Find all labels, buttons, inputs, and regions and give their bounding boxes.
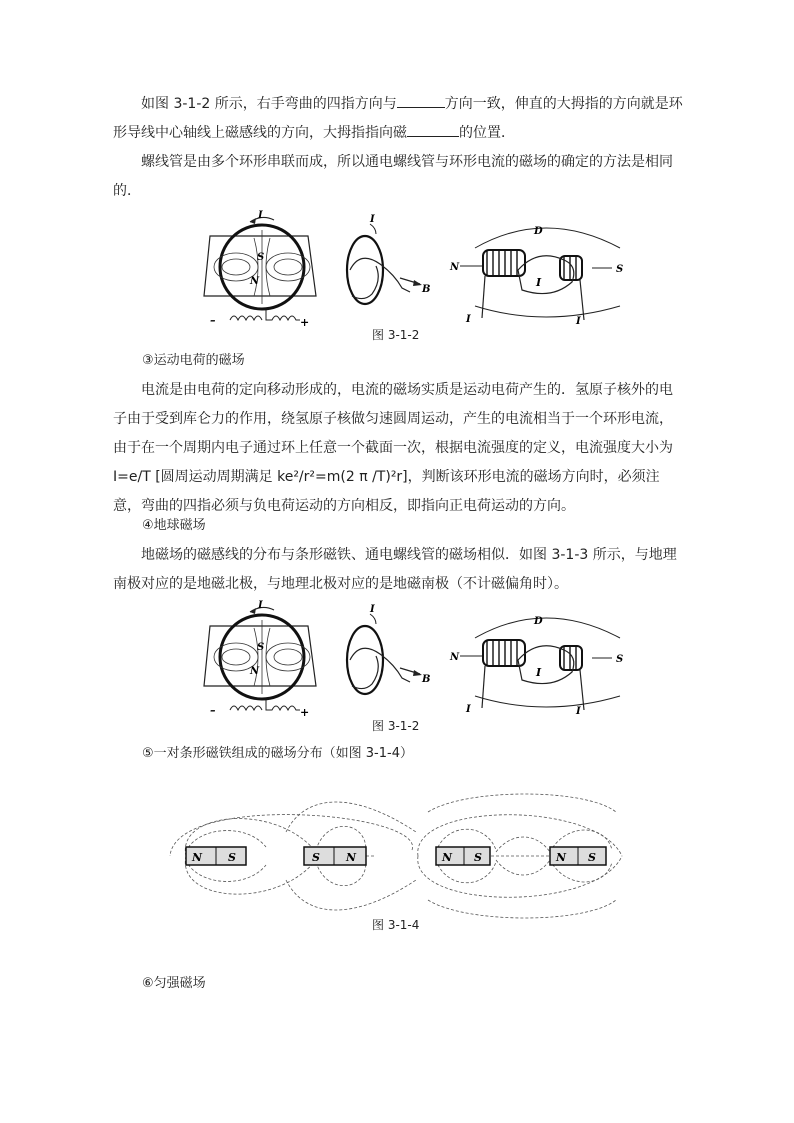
label-current-I: I	[536, 666, 542, 679]
label-current-I: I	[370, 214, 375, 225]
magnet-3-north-label: N	[442, 851, 453, 864]
ring-current-illustration	[200, 600, 630, 718]
magnet-1-north-label: N	[192, 851, 203, 864]
figure-bar-magnets	[166, 792, 628, 924]
section-heading-bar-magnets: ⑤一对条形磁铁组成的磁场分布（如图 3-1-4）	[142, 746, 413, 761]
label-north-N: N	[450, 262, 460, 273]
magnet-4-south-label: S	[588, 851, 596, 864]
label-field-B: B	[422, 674, 431, 685]
figure-caption: 图 3-1-2	[372, 719, 420, 733]
label-current-I: I	[258, 600, 263, 611]
label-D: D	[534, 226, 543, 237]
paragraph-text: 方向一致，伸直的大拇指的方向就是环形导线中心轴线上磁感线的方向，大拇指指向磁	[113, 96, 683, 141]
ring-current-illustration	[200, 210, 630, 328]
label-current-I: I	[466, 314, 471, 325]
label-south-S: S	[257, 252, 265, 263]
paragraph-text: 如图 3-1-2 所示，右手弯曲的四指方向与	[141, 96, 397, 112]
section-heading-earth-field: ④地球磁场	[142, 518, 206, 533]
figure-ring-current-1	[200, 210, 630, 332]
fill-blank-1	[397, 93, 445, 108]
magnet-1-south-label: S	[228, 851, 236, 864]
figure-ring-current-2	[200, 600, 630, 722]
bar-magnet-field-illustration	[166, 792, 628, 920]
label-minus: –	[210, 704, 216, 717]
label-north-N: N	[250, 666, 260, 677]
label-south-S: S	[616, 654, 624, 665]
label-plus: +	[300, 316, 310, 328]
paragraph-text: 的位置．	[459, 125, 515, 141]
fill-blank-2	[407, 122, 459, 137]
magnet-4-north-label: N	[556, 851, 567, 864]
label-current-I: I	[466, 704, 471, 715]
label-current-I: I	[576, 706, 581, 717]
label-D: D	[534, 616, 543, 627]
paragraph-right-hand-rule	[113, 90, 683, 148]
label-current-I: I	[576, 316, 581, 327]
label-minus: –	[210, 314, 216, 327]
label-north-N: N	[250, 276, 260, 287]
section-heading-uniform-field: ⑥匀强磁场	[142, 976, 206, 991]
label-current-I: I	[536, 276, 542, 289]
paragraph-earth-field: 地磁场的磁感线的分布与条形磁铁、通电螺线管的磁场相似．如图 3-1-3 所示，与地理南极对应的是地磁北极，与地理北极对应的是地磁南极（不计磁偏角时）。	[113, 547, 677, 592]
paragraph-moving-charge: 电流是由电荷的定向移动形成的，电流的磁场实质是运动电荷产生的．氢原子核外的电子由于受到库仑力的作用，绕氢原子核做匀速圆周运动，产生的电流相当于一个环形电流，由于在一个周期内电子通过环上任意一个截面一次，根据电流强度的定义，电流强度大小为 I=e/T [圆周运动周期满足 ke²/r²=m(2 π /T)²r]，判断该环形电流的磁场方向时，必须注意，弯曲的四指必须与负电荷运动的方向相反，即指向正电荷运动的方向。	[113, 382, 673, 514]
figure-caption: 图 3-1-2	[372, 328, 420, 342]
label-plus: +	[300, 706, 310, 718]
label-south-S: S	[257, 642, 265, 653]
hand-on-solenoid	[518, 256, 574, 294]
label-south-S: S	[616, 264, 624, 275]
label-field-B: B	[422, 284, 431, 295]
magnet-2-north-label: N	[346, 851, 357, 864]
label-current-I: I	[258, 210, 263, 221]
magnet-2-south-label: S	[312, 851, 320, 864]
label-current-I: I	[370, 604, 375, 615]
section-heading-moving-charge: ③运动电荷的磁场	[142, 353, 245, 368]
figure-caption: 图 3-1-4	[372, 918, 420, 932]
paragraph-solenoid: 螺线管是由多个环形串联而成，所以通电螺线管与环形电流的磁场的确定的方法是相同的．	[113, 154, 673, 199]
magnet-3-south-label: S	[474, 851, 482, 864]
label-north-N: N	[450, 652, 460, 663]
